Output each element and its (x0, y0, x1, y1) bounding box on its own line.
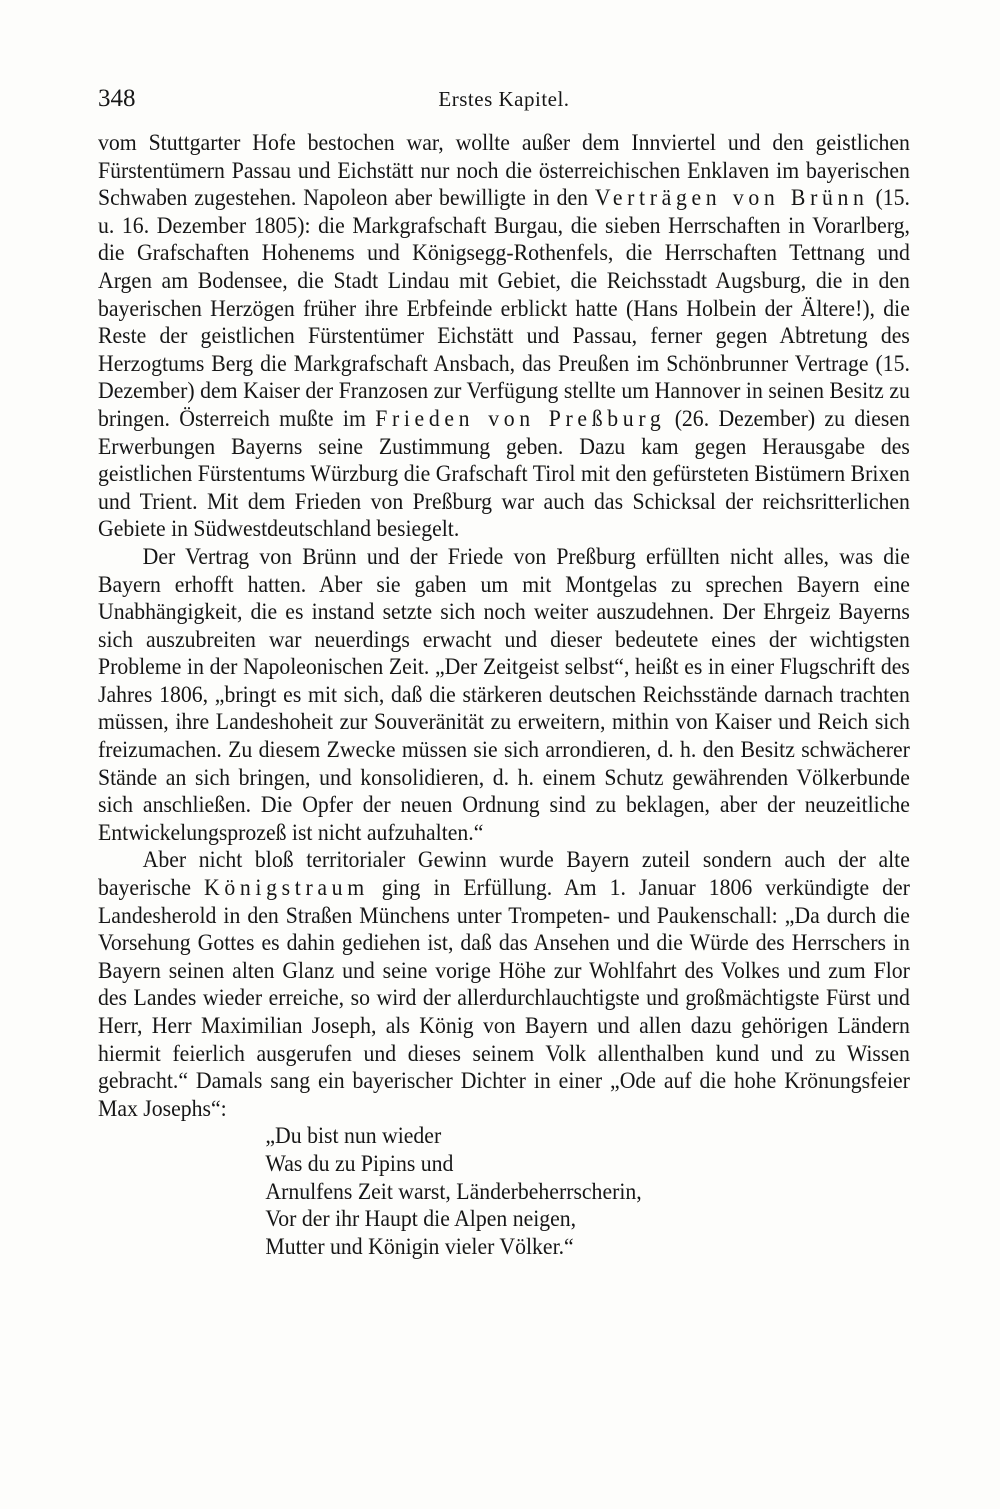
text-run: (15. u. 16. Dezember 1805): die Markgrafschaft Burgau, die sieben Herrschaften in Vorarlberg, die Grafschaften Hohenems und Königsegg-Rothenfels, die Herrschaften Tettnang und Argen am Bodensee, die Stadt Lindau mit Gebiet, die Reichsstadt Augsburg, die in den bayerischen Herzögen früher ihre Erbfeinde erblickt hatte (Hans Holbein der Ältere!), die Reste der geistlichen Fürstentümer Eichstätt und Passau, ferner gegen Abtretung des Herzogtums Berg die Markgrafschaft Ansbach, das Preußen im Schönbrunner Vertrage (15. Dezember) dem Kaiser der Franzosen zur Verfügung stellte um Hannover in seinen Besitz zu bringen. Österreich mußte im (98, 185, 910, 432)
paragraph (98, 130, 910, 544)
paragraph (98, 847, 910, 1123)
text-run: (26. Dezember) zu diesen Erwerbungen Bayerns seine Zustimmung geben. Dazu kam gegen Herausgabe des geistlichen Fürstentums Würzburg die Grafschaft Tirol mit den gefürsteten Bistümern Brixen und Trient. Mit dem Frieden von Preßburg war auch das Schicksal der reichsritterlichen Gebiete in Südwestdeutschland besiegelt. (98, 405, 910, 543)
emphasized-text: Frieden von Preßburg (375, 405, 666, 432)
text-run: Aber nicht bloß territorialer Gewinn wurde Bayern zuteil sondern auch der alte bayerische (98, 847, 910, 902)
verse-line: Was du zu Pipins und (265, 1150, 454, 1177)
emphasized-text: Königstraum (204, 875, 369, 902)
text-run: vom Stuttgarter Hofe bestochen war, wollte außer dem Innviertel und den geistlichen Fürstentümern Passau und Eichstätt nur noch die österreichischen Enklaven im bayerischen Schwaben zugestehen. Napoleon aber bewilligte in den (98, 130, 910, 212)
running-head: Erstes Kapitel. (438, 87, 570, 111)
body-text (98, 130, 910, 1261)
verse-line: Arnulfens Zeit warst, Länderbeherrscherin, (265, 1178, 642, 1205)
verse-line: Mutter und Königin vieler Völker.“ (265, 1233, 574, 1260)
verse-line: Vor der ihr Haupt die Alpen neigen, (265, 1206, 577, 1233)
verse-line: „Du bist nun wieder (265, 1123, 442, 1150)
verse-quote (98, 1123, 910, 1261)
text-run: Der Vertrag von Brünn und der Friede von Preßburg erfüllten nicht alles, was die Bayern erhofft hatten. Aber sie gaben um mit Montgelas zu sprechen Bayern eine Unabhängigkeit, die es instand setzte sich noch weiter auszudehnen. Der Ehrgeiz Bayerns sich auszubreiten war neuerdings erwacht und dieser bedeutete eines der wichtigsten Probleme in der Napoleonischen Zeit. „Der Zeitgeist selbst“, heißt es in einer Flugschrift des Jahres 1806, „bringt es mit sich, daß die stärkeren deutschen Reichsstände darnach trachten müssen, ihre Landeshoheit zur Souveränität zu erweitern, mithin von Kaiser und Reich sich freizumachen. Zu diesem Zwecke müssen sie sich arrondieren, d. h. den Besitz schwächerer Stände an sich bringen, und konsolidieren, d. h. einem Schutz gewährenden Völkerbunde sich anschließen. Die Opfer der neuen Ordnung sind zu beklagen, aber der neuzeitliche Entwickelungsprozeß ist nicht aufzuhalten.“ (98, 543, 910, 846)
paragraph (98, 544, 910, 848)
emphasized-text: Verträgen von Brünn (594, 185, 869, 212)
page-number: 348 (98, 85, 136, 112)
page-header (98, 82, 910, 116)
text-run: ging in Erfüllung. Am 1. Januar 1806 verkündigte der Landesherold in den Straßen Münchens unter Trompeten- und Paukenschall: „Da durch die Vorsehung Gottes es dahin gediehen ist, daß das Ansehen und die Würde des Herrschers in Bayern seinen alten Glanz und seine vorige Höhe zur Wohlfahrt des Volkes und zum Flor des Landes wieder erreiche, so wird der allerdurchlauchtigste und großmächtigste Fürst und Herr, Herr Maximilian Joseph, als König von Bayern und allen dazu gehörigen Ländern hiermit feierlich ausgerufen und dieses seinem Volk allenthalben kund und zu Wissen gebracht.“ Damals sang ein bayerischer Dichter in einer „Ode auf die hohe Krönungsfeier Max Josephs“: (98, 875, 910, 1122)
